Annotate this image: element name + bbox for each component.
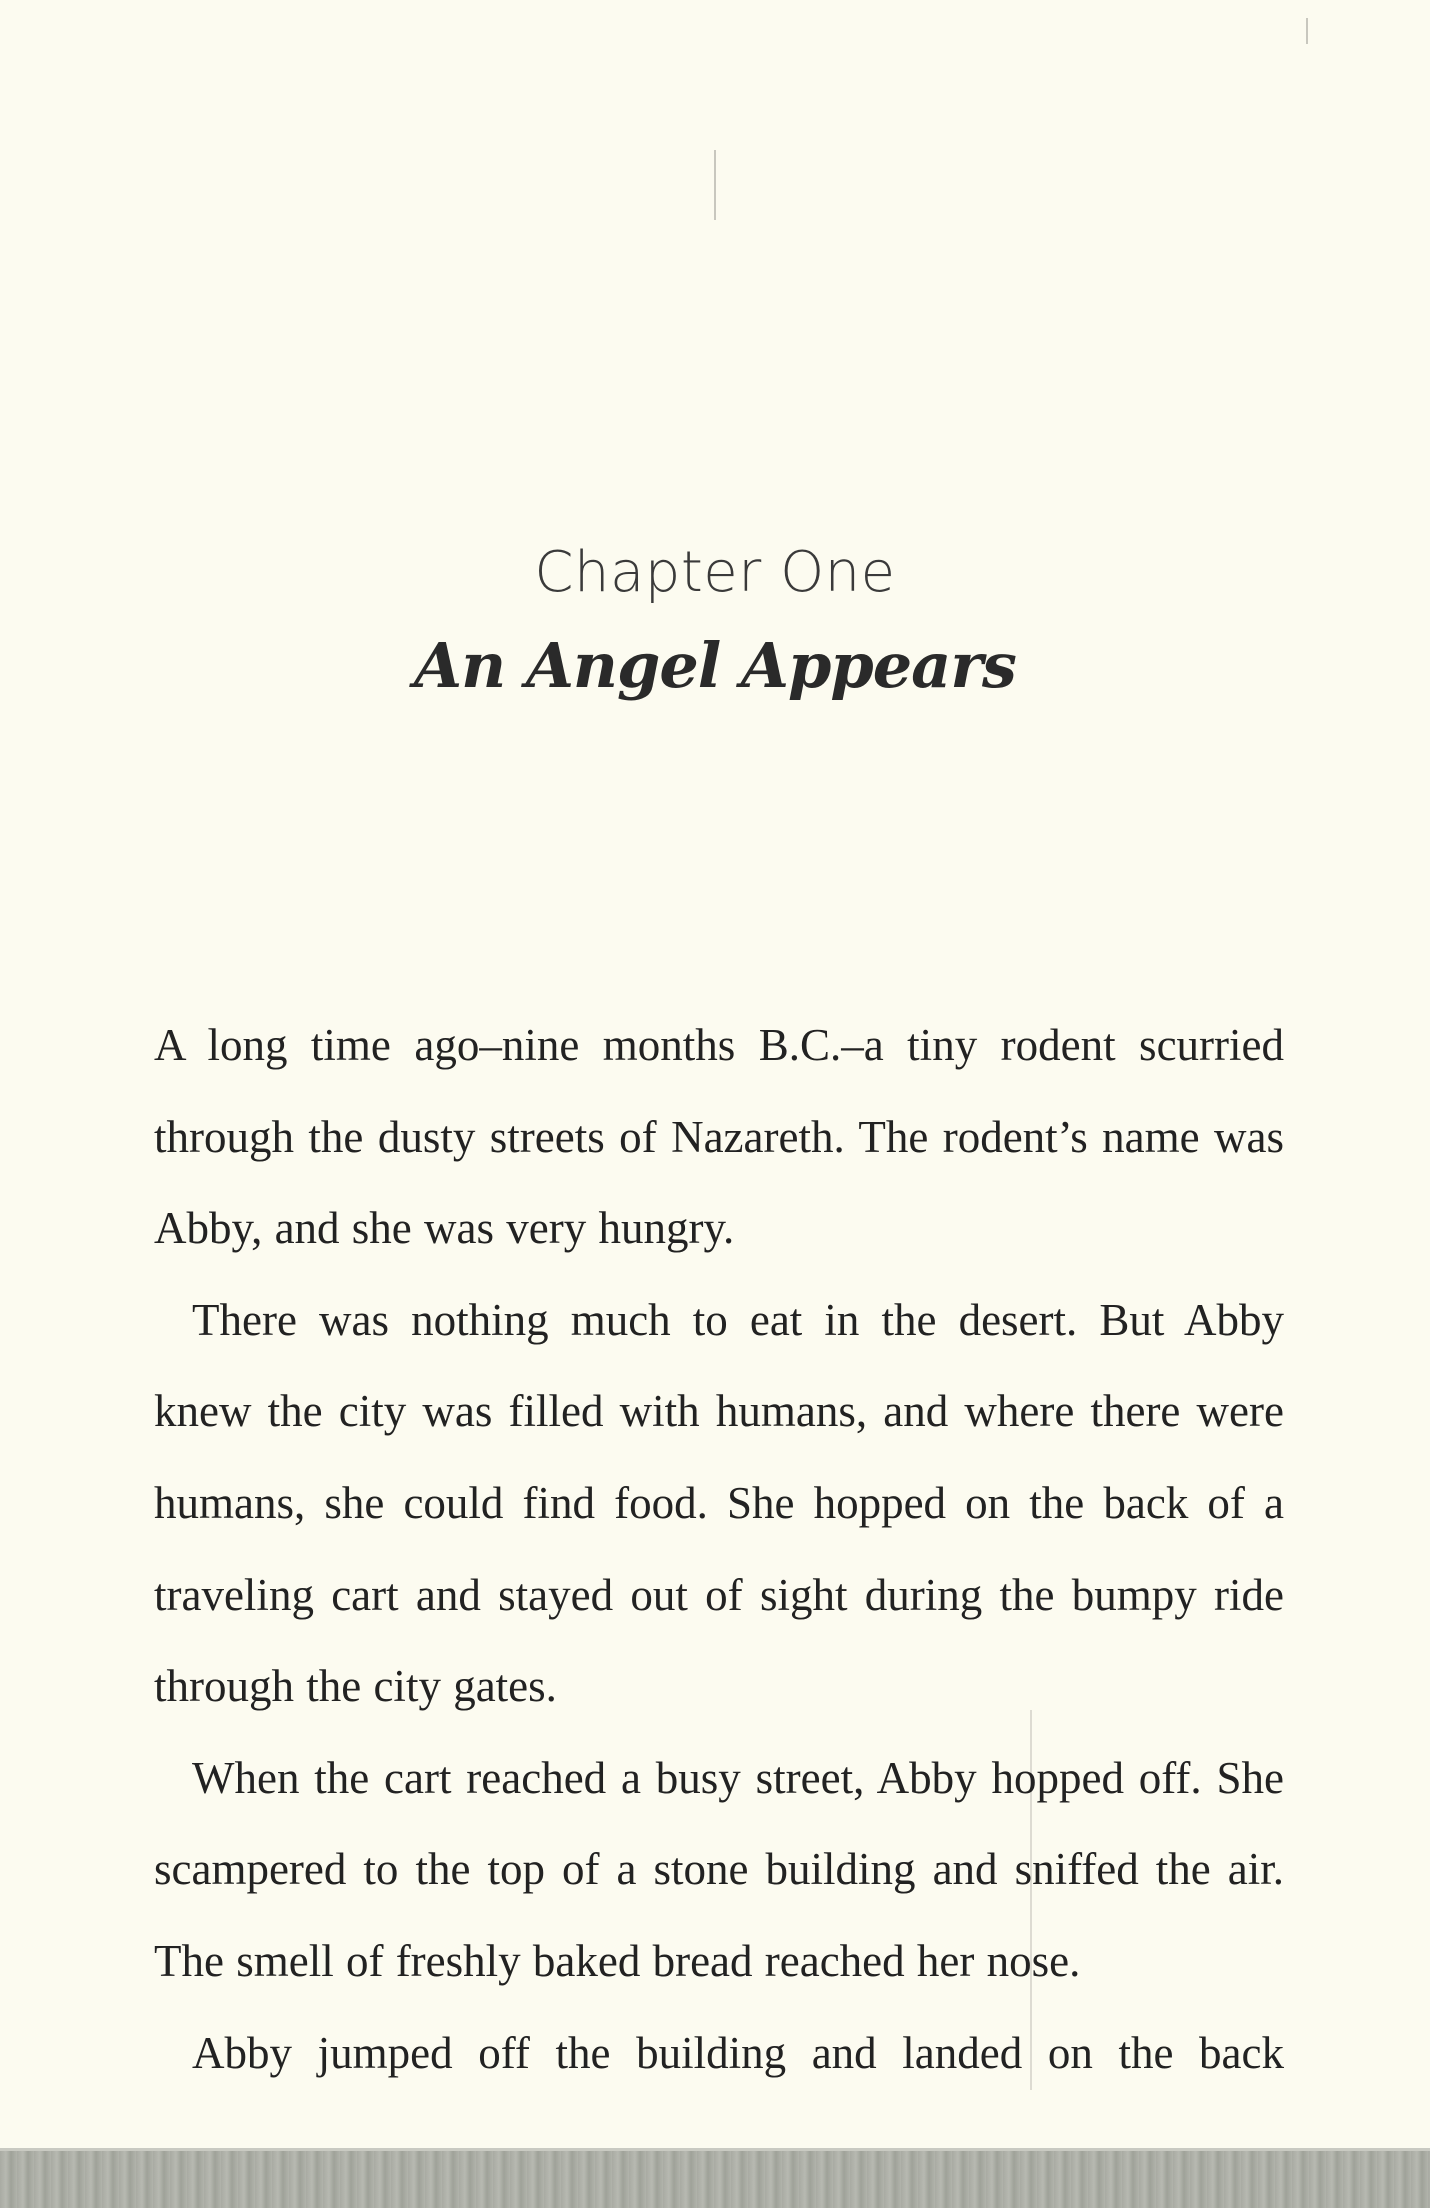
paragraph: A long time ago–nine months B.C.–a tiny rodent scurried through the dusty streets of Nazareth. The rodent’s name was Abby, and she was very hungry. — [154, 1020, 1284, 1254]
page-speck — [1306, 18, 1308, 44]
paragraph: There was nothing much to eat in the desert. But Abby knew the city was filled with humans, and where there were humans, she could find food. She hopped on the back of a traveling cart and stayed out of sight during the bumpy ride through the city gates. — [154, 1294, 1284, 1712]
bottom-decorative-band — [0, 2148, 1430, 2208]
paragraph: When the cart reached a busy street, Abby hopped off. She scampered to the top of a stone building and sniffed the air. The smell of freshly baked bread reached her nose. — [154, 1752, 1284, 1986]
paragraph: Abby jumped off the building and landed on the back — [192, 2027, 1284, 2078]
chapter-label: Chapter One — [534, 540, 896, 605]
page-speck — [714, 150, 716, 220]
body-text — [154, 1000, 1284, 2099]
chapter-title: An Angel Appears — [414, 629, 1016, 702]
